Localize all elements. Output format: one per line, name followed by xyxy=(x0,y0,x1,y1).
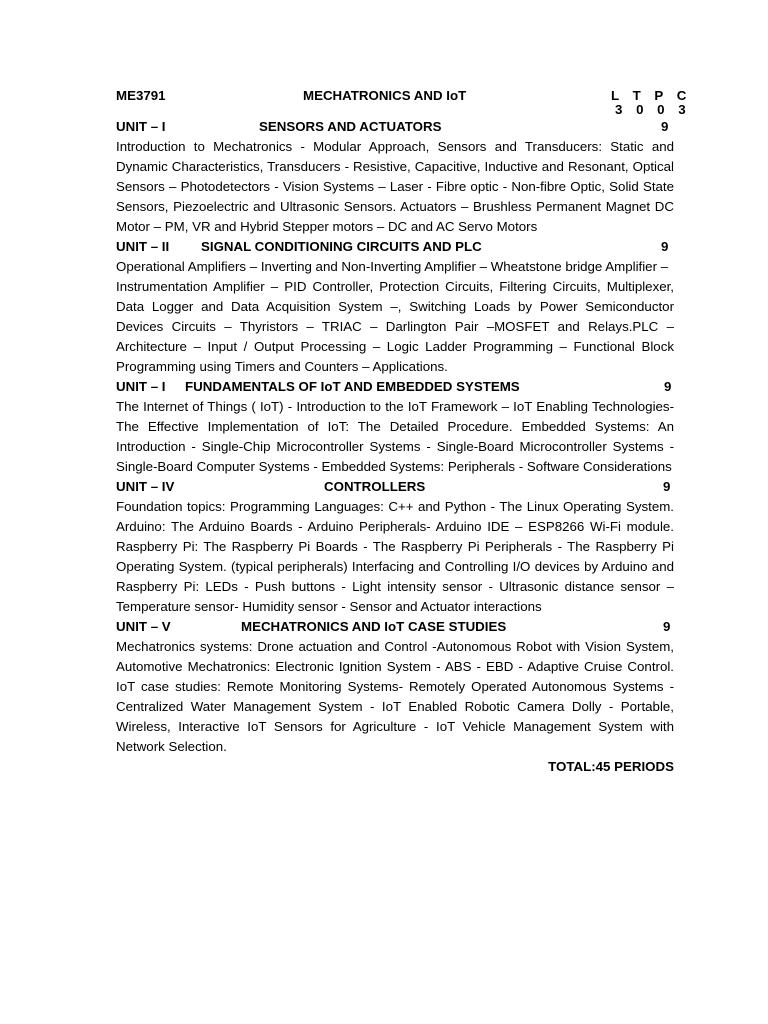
unit-title: FUNDAMENTALS OF IoT AND EMBEDDED SYSTEMS xyxy=(185,379,520,394)
unit-label: UNIT – II xyxy=(116,239,170,254)
unit-hours: 9 xyxy=(663,619,671,634)
course-title: MECHATRONICS AND IoT xyxy=(303,88,467,103)
unit-label: UNIT – IV xyxy=(116,479,175,494)
unit-description: Foundation topics: Programming Languages: C++ and Python - The Linux Operating System. Arduino: The Arduino Boards - Arduino Peripherals- Arduino IDE – ESP8266 Wi-Fi module. Raspberry Pi: The Raspberry Pi Boards - The Raspberry Pi Peripherals - The Raspberry Pi Operating System. (typical peripherals) Interfacing and Controlling I/O devices by Arduino and Raspberry Pi: LEDs - Push buttons - Light intensity sensor - Ultrasonic distance sensor – Temperature sensor- Humidity sensor - Sensor and Actuator interactions xyxy=(116,499,674,614)
unit-description: Instrumentation Amplifier – PID Controller, Protection Circuits, Filtering Circuits, Multiplexer, Data Logger and Data Acquisition System –, Switching Loads by Power Semiconductor Devices Circuits – Thyristors – TRIAC – Darlington Pair –MOSFET and Relays.PLC – Architecture – Input / Output Processing – Logic Ladder Programming – Functional Block Programming using Timers and Counters – Applications. xyxy=(116,279,674,374)
ltpc-label: L T P C xyxy=(611,88,692,103)
unit-heading xyxy=(116,377,674,397)
unit-heading xyxy=(116,617,674,637)
unit-label: UNIT – I xyxy=(116,119,166,134)
unit-title: SIGNAL CONDITIONING CIRCUITS AND PLC xyxy=(201,239,482,254)
course-code: ME3791 xyxy=(116,88,166,103)
unit-description: Mechatronics systems: Drone actuation and Control -Autonomous Robot with Vision System, Automotive Mechatronics: Electronic Ignition System - ABS - EBD - Adaptive Cruise Control. IoT case studies: Remote Monitoring Systems- Remotely Operated Autonomous Systems - Centralized Water Management System - IoT Enabled Robotic Camera Dolly - Portable, Wireless, Interactive IoT Sensors for Agriculture - IoT Vehicle Management System with Network Selection. xyxy=(116,639,674,754)
unit-description: The Internet of Things ( IoT) - Introduction to the IoT Framework – IoT Enabling Technologies- The Effective Implementation of IoT: The Detailed Procedure. Embedded Systems: An Introduction - Single-Chip Microcontroller Systems - Single-Board Microcontroller Systems - Single-Board Computer Systems - Embedded Systems: Peripherals - Software Considerations xyxy=(116,399,674,474)
unit-label: UNIT – I xyxy=(116,379,166,394)
unit-description: Introduction to Mechatronics - Modular Approach, Sensors and Transducers: Static and Dynamic Characteristics, Transducers - Resistive, Capacitive, Inductive and Resonant, Optical Sensors – Photodetectors - Vision Systems – Laser - Fibre optic - Non-fibre Optic, Solid State Sensors, Piezoelectric and Ultrasonic Sensors. Actuators – Brushless Permanent Magnet DC Motor – PM, VR and Hybrid Stepper motors – DC and AC Servo Motors xyxy=(116,139,674,234)
unit-hours: 9 xyxy=(661,119,669,134)
unit-heading xyxy=(116,117,674,137)
unit-label: UNIT – V xyxy=(116,619,171,634)
unit-hours: 9 xyxy=(663,479,671,494)
unit-heading xyxy=(116,237,674,257)
ltpc-row xyxy=(116,102,691,117)
unit-title: MECHATRONICS AND IoT CASE STUDIES xyxy=(241,619,507,634)
syllabus-content xyxy=(116,86,692,777)
unit-hours: 9 xyxy=(664,379,672,394)
unit-title: SENSORS AND ACTUATORS xyxy=(259,119,442,134)
unit-description: Operational Amplifiers – Inverting and Non-Inverting Amplifier – Wheatstone bridge Amplifier – xyxy=(116,259,669,274)
unit-heading xyxy=(116,477,674,497)
ltpc-values: 3 0 0 3 xyxy=(615,102,691,117)
unit-hours: 9 xyxy=(661,239,669,254)
total-periods: TOTAL:45 PERIODS xyxy=(548,759,674,774)
unit-title: CONTROLLERS xyxy=(324,479,426,494)
